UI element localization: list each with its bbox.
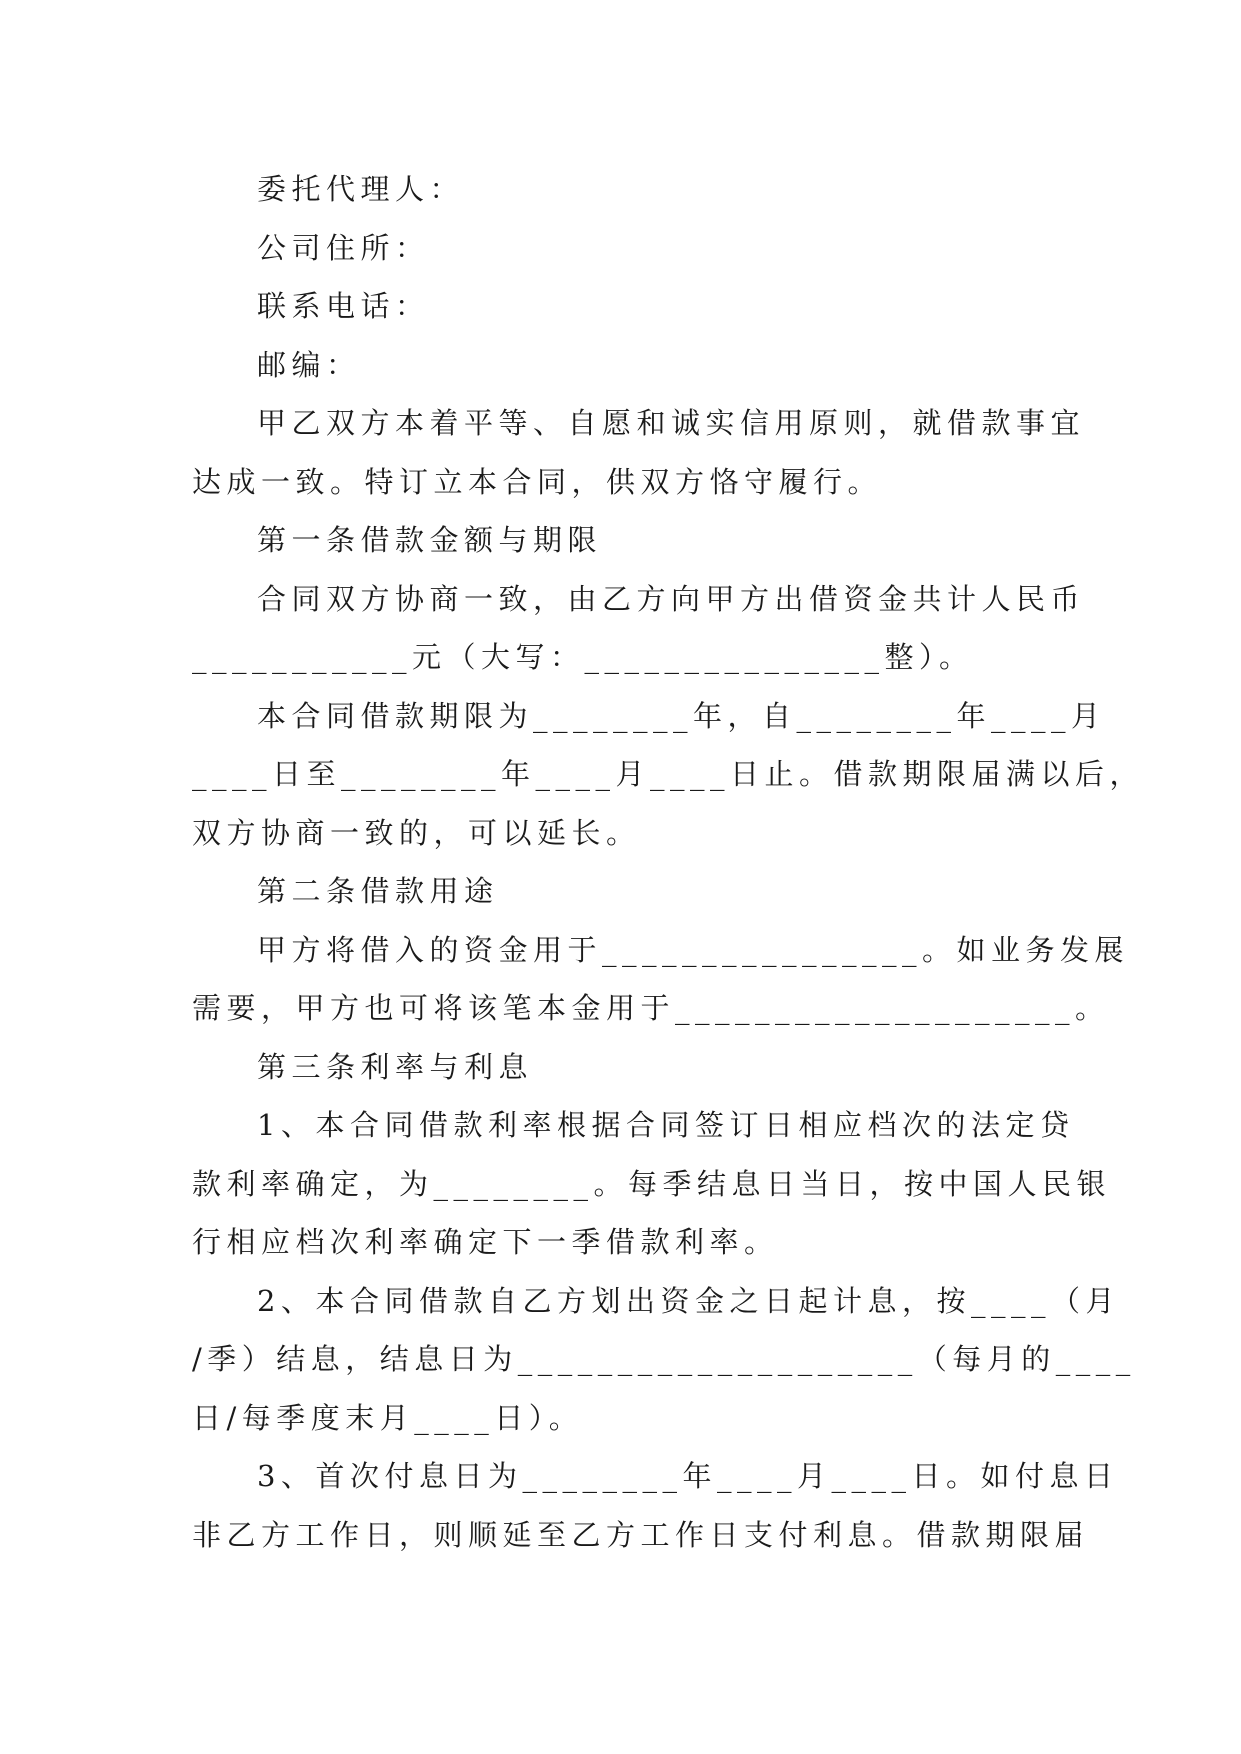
text-line: 3、首次付息日为________年____月____日。如付息日 <box>257 1459 1119 1493</box>
section-heading: 第二条借款用途 <box>257 874 499 908</box>
text-line: 行相应档次利率确定下一季借款利率。 <box>192 1225 779 1259</box>
text-line: 达成一致。特订立本合同，供双方恪守履行。 <box>192 464 883 499</box>
text-line: 需要，甲方也可将该笔本金用于____________________。 <box>192 991 1110 1025</box>
section-heading: 第三条利率与利息 <box>257 1049 534 1084</box>
text-line: ____日至________年____月____日止。借款期限届满以后， <box>192 757 1145 791</box>
text-line: 本合同借款期限为________年，自________年____月 <box>257 698 1106 733</box>
text-line: ___________元（大写：_______________整）。 <box>192 640 974 674</box>
text-line: 联系电话： <box>257 289 430 323</box>
text-line: 合同双方协商一致，由乙方向甲方出借资金共计人民币 <box>257 581 1086 616</box>
text-line: /季）结息，结息日为____________________（每月的____ <box>192 1342 1136 1376</box>
text-line: 邮编： <box>257 347 361 382</box>
text-line: 委托代理人： <box>257 172 465 206</box>
text-line: 1、本合同借款利率根据合同签订日相应档次的法定贷 <box>257 1108 1075 1142</box>
text-line: 双方协商一致的，可以延长。 <box>192 815 641 850</box>
text-line: 2、本合同借款自乙方划出资金之日起计息，按____（月 <box>257 1283 1120 1318</box>
text-line: 款利率确定，为________。每季结息日当日，按中国人民银 <box>192 1166 1112 1201</box>
section-heading: 第一条借款金额与期限 <box>257 523 603 557</box>
text-line: 甲乙双方本着平等、自愿和诚实信用原则，就借款事宜 <box>257 406 1086 440</box>
text-line: 非乙方工作日，则顺延至乙方工作日支付利息。借款期限届 <box>192 1517 1090 1552</box>
text-line: 公司住所： <box>257 230 430 265</box>
text-line: 甲方将借入的资金用于________________。如业务发展 <box>257 932 1130 967</box>
document-body <box>192 160 1145 1564</box>
text-line: 日/每季度末月____日）。 <box>192 1400 584 1435</box>
